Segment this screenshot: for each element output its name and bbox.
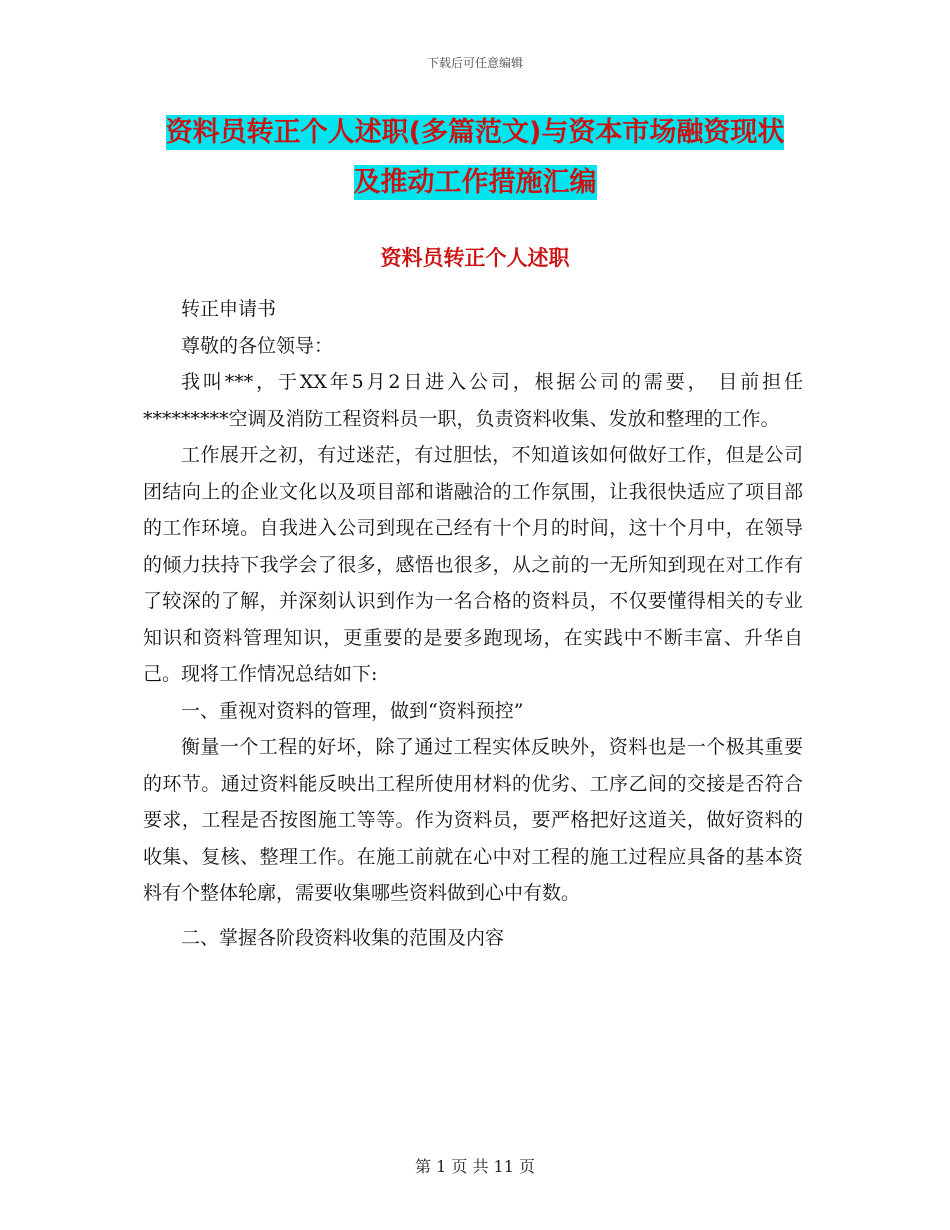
document-title	[140, 108, 810, 208]
paragraph-work-experience: 工作展开之初，有过迷茫，有过胆怯，不知道该如何做好工作，但是公司团结向上的企业文化以及项目部和谐融洽的工作氛围，让我很快适应了项目部的工作环境。自我进入公司到现在己经有十个月的时间，这十个月中，在领导的倾力扶持下我学会了很多，感悟也很多，从之前的一无所知到现在对工作有了较深的了解，并深刻认识到作为一名合格的资料员，不仅要懂得相关的专业知识和资料管理知识，更重要的是要多跑现场，在实践中不断丰富、升华自己。现将工作情况总结如下:	[143, 444, 803, 685]
section-title: 资料员转正个人述职	[380, 246, 570, 270]
paragraph-application-heading: 转正申请书	[181, 298, 277, 320]
document-title-line-2: 及推动工作措施汇编	[353, 167, 597, 198]
document-body	[143, 291, 803, 956]
paragraph-heading-one: 一、重视对资料的管理，做到“资料预控”	[181, 699, 524, 722]
paragraph-introduction: 我叫***，于XX年5月2日进入公司，根据公司的需要， 目前担任*********空调及消防工程资料员一职，负责资料收集、发放和整理的工作。	[143, 371, 803, 430]
document-title-line-1: 资料员转正个人述职(多篇范文)与资本市场融资现状	[165, 117, 785, 148]
paragraph-salutation: 尊敬的各位领导：	[181, 334, 334, 357]
paragraph-heading-two: 二、掌握各阶段资料收集的范围及内容	[181, 926, 505, 949]
paragraph-data-management: 衡量一个工程的好坏，除了通过工程实体反映外，资料也是一个极其重要的环节。通过资料能反映出工程所使用材料的优劣、工序乙间的交接是否符合要求，工程是否按图施工等等。作为资料员，要严格把好这道关，做好资料的收集、复核、整理工作。在施工前就在心中对工程的施工过程应具备的基本资料有个整体轮廓，需要收集哪些资料做到心中有数。	[143, 736, 803, 904]
page-header-note: 下载后可任意编辑	[426, 56, 523, 70]
page-number-footer: 第 1 页 共 11 页	[415, 1157, 535, 1176]
